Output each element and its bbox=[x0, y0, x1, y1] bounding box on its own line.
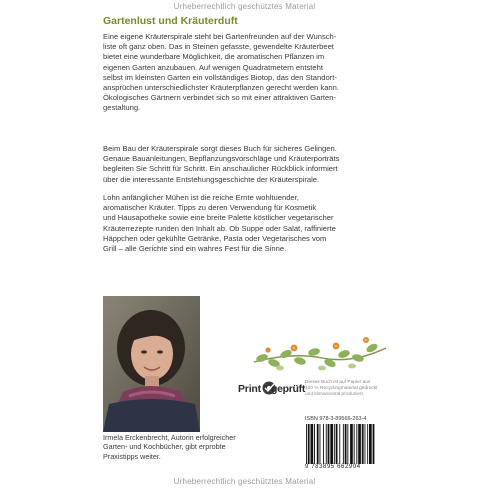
recycled-paper-note bbox=[305, 380, 395, 398]
barcode-bar bbox=[336, 424, 338, 464]
barcode-bar bbox=[320, 424, 321, 464]
barcode-bar bbox=[345, 424, 347, 464]
copyright-watermark-top: Urheberrechtlich geschütztes Material bbox=[173, 2, 316, 11]
herb-sprig-icon bbox=[252, 330, 388, 376]
text-line: Beim Bau der Kräuterspirale sorgt dieses Buch für sicheres Gelingen. bbox=[103, 144, 337, 153]
text-line: Lohn anfänglicher Mühen ist die reiche Ernte wohltuender, bbox=[103, 193, 299, 202]
text-line: gestaltung. bbox=[103, 103, 141, 113]
author-photo bbox=[103, 296, 200, 432]
text-line: Ökologisches Gärtnern verbindet sich so mit einer attraktiven Garten- bbox=[103, 93, 336, 103]
barcode-bar bbox=[314, 424, 315, 464]
author-portrait-image bbox=[103, 296, 200, 432]
barcode-bar bbox=[347, 424, 348, 464]
blurb-paragraph-3 bbox=[103, 193, 393, 254]
text-line: und Hausapotheke sowie eine breite Palette köstlicher vegetarischer bbox=[103, 213, 334, 223]
barcode-bar bbox=[330, 424, 333, 464]
herb-illustration bbox=[252, 330, 388, 376]
logo-word-print: Print bbox=[238, 383, 261, 395]
barcode-bar bbox=[311, 424, 314, 464]
barcode-bar bbox=[373, 424, 375, 464]
barcode-bar bbox=[306, 424, 307, 464]
text-line: Eine eigene Kräuterspirale steht bei Gartenfreunden auf der Wunsch- bbox=[103, 32, 337, 41]
text-line: Genaue Bauanleitungen, Bepflanzungsvorschläge und Kräuterporträts bbox=[103, 154, 340, 164]
barcode-bar bbox=[350, 424, 353, 464]
barcode-bar bbox=[369, 424, 372, 464]
text-line: über die interessante Entstehungsgeschichte der Kräuterspirale. bbox=[103, 174, 320, 184]
print-geprueft-logo bbox=[238, 378, 306, 402]
barcode-bar bbox=[362, 424, 364, 464]
caption-line: Garten- und Kochbücher, gibt erprobte bbox=[103, 442, 226, 452]
barcode-bar bbox=[343, 424, 344, 464]
text-line: selbst im kleinsten Garten ein vollständiges Biotop, das den Standort- bbox=[103, 72, 337, 82]
barcode-bar bbox=[339, 424, 340, 464]
text-line: begleiten Sie Schritt für Schritt. Ein anschaulicher Rückblick informiert bbox=[103, 164, 338, 174]
note-line: 100 % Recyclingmaterial gedruckt bbox=[305, 386, 378, 391]
text-line: bietet eine wunderbare Möglichkeit, die aromatischen Pflanzen im bbox=[103, 52, 325, 62]
text-line: aromatischer Kräuter. Tipps zu deren Verwendung für Kosmetik bbox=[103, 203, 317, 213]
text-line: Kräuterrezepte runden den Inhalt ab. Ob Suppe oder Salat, raffinierte bbox=[103, 223, 336, 233]
barcode-bar bbox=[323, 424, 324, 464]
barcode-bar bbox=[334, 424, 335, 464]
isbn-label: ISBN 978-3-89566-263-4 bbox=[305, 416, 367, 422]
logo-word-geprueft: geprüft bbox=[271, 383, 306, 395]
barcode-number: 9 783895 662904 bbox=[305, 464, 361, 470]
barcode-bar bbox=[328, 424, 330, 464]
text-line: Häppchen oder gekühlte Getränke, Pasta oder Vegetarisches vom bbox=[103, 233, 327, 243]
barcode-bar bbox=[356, 424, 357, 464]
caption-line: Irmela Erckenbrecht, Autorin erfolgreicher bbox=[103, 433, 236, 442]
blurb-paragraph-1 bbox=[103, 32, 393, 114]
barcode-bar bbox=[308, 424, 310, 464]
text-line: eigenen Garten anzubauen. Auf wenigen Quadratmetern entsteht bbox=[103, 62, 323, 72]
caption-line: Praxistipps weiter. bbox=[103, 451, 161, 461]
barcode-bar bbox=[317, 424, 319, 464]
barcode-bar bbox=[358, 424, 361, 464]
barcode-bar bbox=[354, 424, 355, 464]
text-line: liste oft ganz oben. Das in Steinen gefasste, gewendelte Kräuterbeet bbox=[103, 42, 334, 52]
blurb-heading: Gartenlust und Kräuterduft bbox=[103, 15, 238, 27]
copyright-watermark-bottom: Urheberrechtlich geschütztes Material bbox=[173, 477, 316, 486]
blurb-paragraph-2 bbox=[103, 144, 393, 185]
ean-barcode bbox=[305, 424, 393, 464]
text-line: ansprüchen unterschiedlichster Kräuterpflanzen gerecht werden kann. bbox=[103, 83, 339, 93]
note-line: und klimaneutral produziert. bbox=[305, 392, 365, 397]
barcode-bar bbox=[365, 424, 366, 464]
note-line: Dieses Buch ist auf Papier aus bbox=[305, 380, 371, 385]
text-line: Grill – alle Gerichte sind ein wahres Fest für die Sinne. bbox=[103, 244, 287, 254]
barcode-bar bbox=[326, 424, 327, 464]
author-caption bbox=[103, 433, 273, 461]
barcode-bar bbox=[367, 424, 368, 464]
